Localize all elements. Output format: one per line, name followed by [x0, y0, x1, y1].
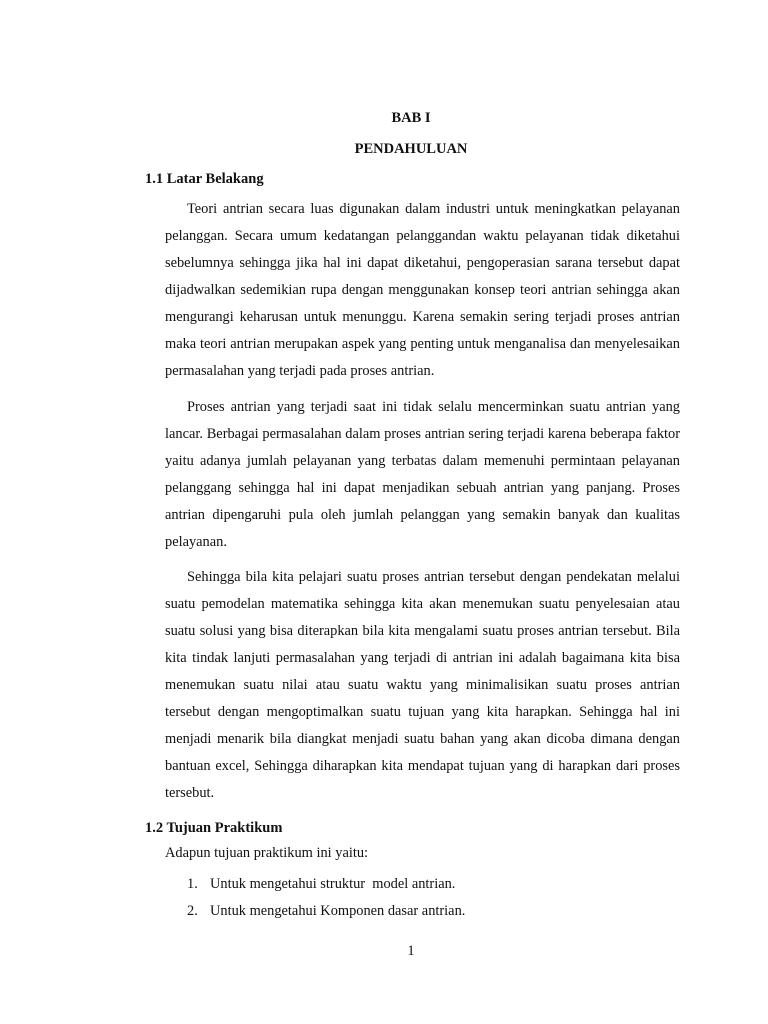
chapter-label: BAB I — [391, 110, 431, 126]
goal-item — [187, 898, 465, 925]
goal-number: 1. — [187, 876, 198, 892]
paragraph-1: Teori antrian secara luas digunakan dalam industri untuk meningkatkan pelayanan pelanggan. Secara umum kedatangan pelanggandan waktu pelayanan tidak diketahui sebelumnya sehingga jika hal ini dapat diketahui, pengoperasian sarana tersebut dapat dijadwalkan sedemikian rupa dengan menggunakan konsep teori antrian sehingga akan mengurangi keharusan untuk menunggu. Karena semakin sering terjadi proses antrian maka teori antrian merupakan aspek yang penting untuk menganalisa dan menyelesaikan permasalahan yang terjadi pada proses antrian. — [165, 201, 680, 379]
goal-number: 2. — [187, 903, 198, 919]
page-number: 1 — [407, 943, 415, 959]
section-title-latar-belakang: 1.1 Latar Belakang — [145, 171, 264, 187]
goals-list — [187, 871, 465, 925]
goal-text: Untuk mengetahui Komponen dasar antrian. — [210, 903, 466, 919]
goal-text: Untuk mengetahui struktur model antrian. — [210, 876, 456, 892]
goal-item — [187, 871, 465, 898]
paragraph-3: Sehingga bila kita pelajari suatu proses antrian tersebut dengan pendekatan melalui suatu pemodelan matematika sehingga kita akan menemukan suatu penyelesaian atau suatu solusi yang bisa diterapkan bila kita mengalami suatu proses antrian tersebut. Bila kita tindak lanjuti permasalahan yang terjadi di antrian ini adalah bagaimana kita bisa menemukan suatu nilai atau suatu waktu yang minimalisikan suatu proses antrian tersebut dengan mengoptimalkan suatu tujuan yang kita harapkan. Sehingga hal ini menjadi menarik bila diangkat menjadi suatu bahan yang akan dicoba dimana dengan bantuan excel, Sehingga diharapkan kita mendapat tujuan yang di harapkan dari proses tersebut. — [165, 569, 680, 801]
goals-intro: Adapun tujuan praktikum ini yaitu: — [165, 845, 369, 861]
section-title-tujuan-praktikum: 1.2 Tujuan Praktikum — [145, 820, 283, 836]
chapter-title: PENDAHULUAN — [354, 141, 468, 157]
paragraph-2: Proses antrian yang terjadi saat ini tidak selalu mencerminkan suatu antrian yang lancar. Berbagai permasalahan dalam proses antrian sering terjadi karena beberapa faktor yaitu adanya jumlah pelayanan yang terbatas dalam memenuhi permintaan pelayanan pelanggang sehingga hal ini dapat menjadikan sebuah antrian yang panjang. Proses antrian dipengaruhi pula oleh jumlah pelanggan yang semakin banyak dan kualitas pelayanan. — [165, 399, 680, 550]
